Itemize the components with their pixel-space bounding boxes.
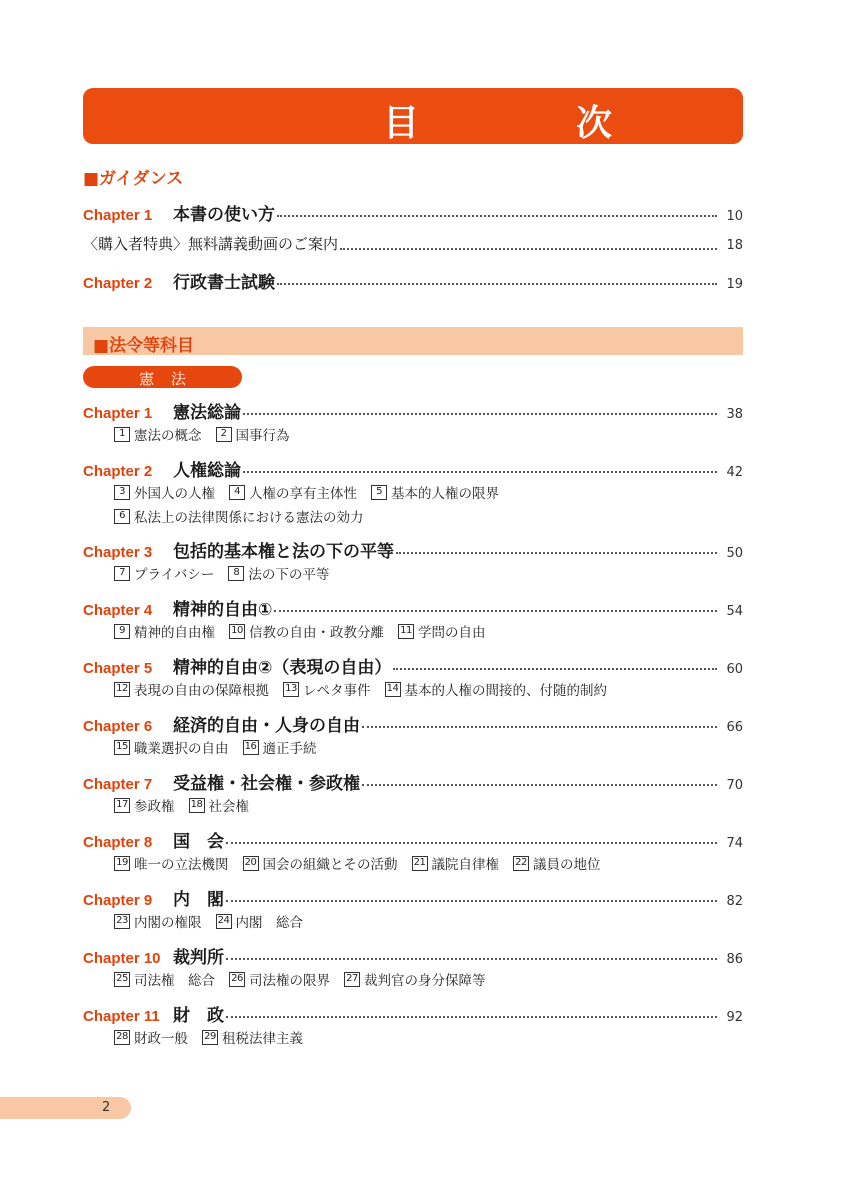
chapter-label: Chapter 2	[83, 463, 153, 480]
chapter-label: Chapter 1	[83, 207, 153, 224]
topic-text: 財政一般	[134, 1031, 188, 1047]
topic-number: 25	[114, 972, 130, 987]
topic-number: 4	[229, 485, 245, 500]
topic-number: 2	[216, 427, 232, 442]
page-ref: 18	[726, 238, 743, 253]
topic-item	[114, 482, 215, 502]
topic-text: 国会の組織とその活動	[262, 857, 398, 873]
chapter-title: 精神的自由①	[173, 600, 273, 620]
chapter-title: 精神的自由②（表現の自由）	[173, 658, 392, 678]
topic-item	[114, 506, 364, 526]
topic-item	[412, 853, 500, 873]
topic-text: 私法上の法律関係における憲法の効力	[134, 510, 364, 526]
chapter-title: 国 会	[173, 832, 224, 852]
chapter-title: 憲法総論	[173, 403, 241, 423]
topic-item	[114, 621, 215, 641]
topic-text: 参政権	[134, 799, 175, 815]
topic-item	[513, 853, 601, 873]
chapter-title: 〈購入者特典〉無料講義動画のご案内	[83, 235, 339, 253]
topic-number: 23	[114, 914, 130, 929]
dot-leader	[393, 664, 717, 670]
topic-item	[344, 969, 486, 989]
topic-text: 信教の自由・政教分離	[249, 625, 384, 641]
page-ref: 86	[726, 952, 743, 967]
topic-text: 司法権 総合	[134, 973, 215, 989]
section-heading-law: ■法令等科目	[93, 336, 195, 356]
toc-entry	[83, 537, 743, 561]
dot-leader	[274, 606, 717, 612]
chapter-label: Chapter 8	[83, 834, 153, 851]
topic-number: 11	[398, 624, 414, 639]
section-heading-guidance: ■ガイダンス	[83, 169, 184, 189]
topic-line	[114, 911, 317, 931]
topic-text: 基本的人権の間接的、付随的制約	[404, 683, 607, 699]
page-ref: 70	[726, 778, 743, 793]
topic-number: 27	[344, 972, 360, 987]
topic-number: 3	[114, 485, 130, 500]
topic-text: 議院自律権	[431, 857, 499, 873]
page-number: 2	[102, 1100, 111, 1115]
dot-leader	[243, 409, 717, 415]
page-ref: 42	[726, 465, 743, 480]
chapter-title: 受益権・社会権・参政権	[173, 774, 360, 794]
toc-entry	[83, 456, 743, 480]
chapter-title: 内 閣	[173, 890, 224, 910]
topic-number: 15	[114, 740, 130, 755]
chapter-label: Chapter 1	[83, 405, 153, 422]
topic-text: 適正手続	[262, 741, 317, 757]
page-ref: 50	[726, 546, 743, 561]
chapter-title: 包括的基本権と法の下の平等	[173, 542, 394, 562]
toc-entry	[83, 653, 743, 677]
page-ref: 66	[726, 720, 743, 735]
topic-item	[229, 482, 357, 502]
topic-text: 租税法律主義	[222, 1031, 303, 1047]
chapter-title: 本書の使い方	[173, 205, 275, 225]
topic-item	[371, 482, 499, 502]
topic-item	[114, 911, 202, 931]
topic-item	[229, 621, 384, 641]
page-ref: 82	[726, 894, 743, 909]
page-ref: 19	[726, 277, 743, 292]
chapter-title: 経済的自由・人身の自由	[173, 716, 360, 736]
topic-number: 22	[513, 856, 529, 871]
topic-number: 7	[114, 566, 130, 581]
topic-text: 司法権の限界	[249, 973, 330, 989]
topic-number: 19	[114, 856, 130, 871]
subject-pill	[83, 366, 242, 388]
topic-text: 内閣 総合	[235, 915, 303, 931]
topic-item	[114, 679, 269, 699]
topic-item	[114, 737, 229, 757]
topic-text: 憲法の概念	[134, 428, 202, 444]
page-ref: 38	[726, 407, 743, 422]
dot-leader	[396, 548, 717, 554]
topic-number: 17	[114, 798, 130, 813]
topic-item	[189, 795, 250, 815]
toc-entry	[83, 595, 743, 619]
topic-text: 唯一の立法機関	[134, 857, 229, 873]
dot-leader	[362, 780, 717, 786]
topic-item	[114, 1027, 188, 1047]
topic-text: プライバシー	[134, 567, 215, 583]
topic-number: 18	[189, 798, 205, 813]
topic-item	[216, 911, 304, 931]
subject-label: 憲 法	[139, 370, 192, 388]
topic-item	[114, 795, 175, 815]
chapter-title: 行政書士試験	[173, 273, 275, 293]
topic-line	[114, 1027, 317, 1047]
chapter-label: Chapter 5	[83, 660, 153, 677]
topic-item	[202, 1027, 303, 1047]
page-number-tab	[0, 1097, 131, 1119]
dot-leader	[226, 954, 717, 960]
chapter-label: Chapter 4	[83, 602, 153, 619]
toc-entry	[83, 398, 743, 422]
topic-text: 内閣の権限	[134, 915, 202, 931]
chapter-label: Chapter 3	[83, 544, 153, 561]
topic-line	[114, 482, 513, 502]
topic-text: 法の下の平等	[248, 567, 330, 583]
chapter-label: Chapter 7	[83, 776, 153, 793]
topic-item	[228, 563, 329, 583]
topic-text: レペタ事件	[303, 683, 371, 699]
topic-line	[114, 679, 621, 699]
toc-entry	[83, 769, 743, 793]
topic-number: 10	[229, 624, 245, 639]
topic-item	[114, 969, 215, 989]
topic-number: 21	[412, 856, 428, 871]
topic-number: 29	[202, 1030, 218, 1045]
topic-text: 国事行為	[235, 428, 290, 444]
topic-line	[114, 795, 263, 815]
topic-number: 16	[243, 740, 259, 755]
topic-item	[114, 424, 202, 444]
topic-text: 外国人の人権	[134, 486, 215, 502]
topic-number: 24	[216, 914, 232, 929]
topic-number: 8	[228, 566, 244, 581]
topic-item	[243, 853, 398, 873]
topic-text: 人権の享有主体性	[249, 486, 357, 502]
toc-entry	[83, 1001, 743, 1025]
title-char-right: 次	[576, 103, 613, 144]
toc-entry	[83, 827, 743, 851]
toc-entry	[83, 200, 743, 224]
dot-leader	[226, 896, 717, 902]
chapter-label: Chapter 11	[83, 1008, 160, 1025]
topic-number: 20	[243, 856, 259, 871]
topic-line	[114, 424, 304, 444]
topic-text: 精神的自由権	[134, 625, 215, 641]
topic-number: 6	[114, 509, 130, 524]
topic-text: 議員の地位	[533, 857, 601, 873]
dot-leader	[243, 467, 717, 473]
dot-leader	[362, 722, 717, 728]
chapter-label: Chapter 10	[83, 950, 161, 967]
toc-entry	[83, 233, 743, 257]
chapter-label: Chapter 2	[83, 275, 153, 292]
topic-item	[216, 424, 290, 444]
topic-item	[229, 969, 330, 989]
topic-item	[114, 563, 214, 583]
toc-entry	[83, 885, 743, 909]
topic-number: 5	[371, 485, 387, 500]
dot-leader	[277, 279, 717, 285]
topic-text: 基本的人権の限界	[391, 486, 499, 502]
topic-text: 裁判官の身分保障等	[364, 973, 486, 989]
page-ref: 10	[726, 209, 743, 224]
chapter-title: 人権総論	[173, 461, 241, 481]
topic-number: 13	[283, 682, 299, 697]
topic-number: 26	[229, 972, 245, 987]
section-band-law	[83, 327, 743, 355]
toc-entry	[83, 268, 743, 292]
toc-entry	[83, 943, 743, 967]
topic-number: 9	[114, 624, 130, 639]
topic-item	[243, 737, 317, 757]
page-ref: 54	[726, 604, 743, 619]
page-ref: 60	[726, 662, 743, 677]
topic-text: 学問の自由	[418, 625, 486, 641]
topic-line	[114, 969, 500, 989]
dot-leader	[226, 1012, 717, 1018]
title-banner	[83, 88, 743, 144]
chapter-title: 財 政	[173, 1006, 224, 1026]
page-ref: 74	[726, 836, 743, 851]
topic-line	[114, 737, 331, 757]
topic-line	[114, 621, 500, 641]
title-char-left: 目	[383, 103, 420, 144]
topic-line	[114, 506, 378, 526]
topic-number: 12	[114, 682, 130, 697]
chapter-title: 裁判所	[173, 948, 224, 968]
topic-text: 職業選択の自由	[134, 741, 229, 757]
page-ref: 92	[726, 1010, 743, 1025]
chapter-label: Chapter 9	[83, 892, 153, 909]
toc-entry	[83, 711, 743, 735]
topic-number: 28	[114, 1030, 130, 1045]
dot-leader	[226, 838, 717, 844]
topic-item	[398, 621, 486, 641]
topic-item	[114, 853, 229, 873]
topic-line	[114, 853, 615, 873]
dot-leader	[277, 211, 717, 217]
topic-item	[385, 679, 608, 699]
topic-line	[114, 563, 343, 583]
chapter-label: Chapter 6	[83, 718, 153, 735]
topic-number: 1	[114, 427, 130, 442]
topic-text: 社会権	[208, 799, 249, 815]
topic-item	[283, 679, 371, 699]
dot-leader	[340, 244, 717, 250]
topic-text: 表現の自由の保障根拠	[134, 683, 269, 699]
topic-number: 14	[385, 682, 401, 697]
